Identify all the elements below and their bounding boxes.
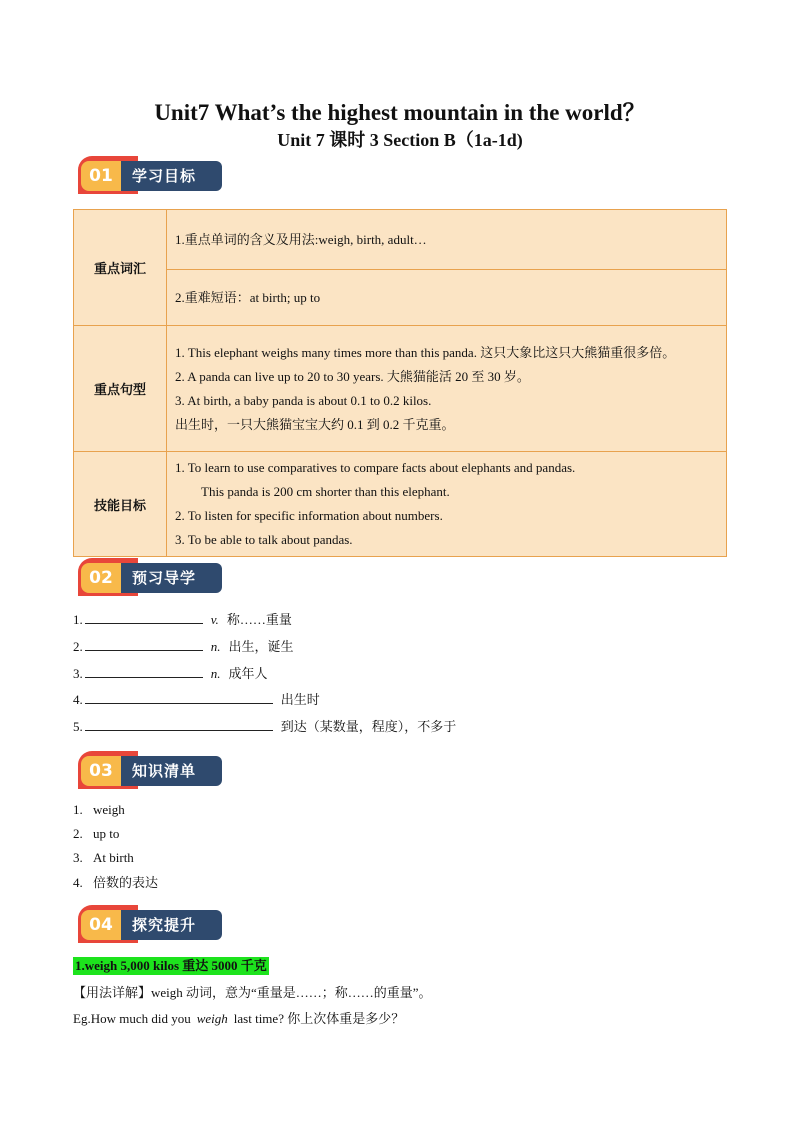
answer-blank[interactable] xyxy=(85,664,203,678)
key-sentence: 3. At birth, a baby panda is about 0.1 to 0.2 kilos. xyxy=(175,392,432,408)
section-header-preview xyxy=(78,558,226,596)
section-number: 01 xyxy=(81,161,121,191)
section-header-knowledge xyxy=(78,751,226,789)
section-label: 学习目标 xyxy=(120,161,222,191)
sentences-category: 重点句型 xyxy=(74,326,167,452)
preview-item: 5. 到达（某数量，程度），不多于 xyxy=(73,719,457,734)
answer-blank[interactable] xyxy=(85,690,273,704)
usage-explanation: 【用法详解】weigh 动词，意为“重量是……；称……的重量”。 xyxy=(73,985,432,1000)
objectives-table xyxy=(73,209,727,557)
knowledge-item: 3. At birth xyxy=(73,850,134,865)
answer-blank[interactable] xyxy=(85,610,203,624)
section-header-explore xyxy=(78,905,226,943)
section-label: 探究提升 xyxy=(120,910,222,940)
section-number: 03 xyxy=(81,756,121,786)
preview-item: 3. n. 成年人 xyxy=(73,666,268,681)
section-label: 预习导学 xyxy=(120,563,222,593)
vocab-item: 2.重难短语：at birth; up to xyxy=(167,270,727,326)
emphasized-word: weigh xyxy=(196,1011,228,1026)
example-sentence: Eg.How much did you weigh last time? 你上次体重是多少？ xyxy=(73,1011,405,1026)
section-label: 知识清单 xyxy=(120,756,222,786)
skill-item: 1. To learn to use comparatives to compare facts about elephants and pandas. xyxy=(175,460,576,475)
vocab-item: 1.重点单词的含义及用法:weigh, birth, adult… xyxy=(167,210,727,270)
knowledge-item: 4. 倍数的表达 xyxy=(73,875,159,890)
answer-blank[interactable] xyxy=(85,717,273,731)
page-title: Unit7 What’s the highest mountain in the world？ xyxy=(154,100,646,125)
vocab-category: 重点词汇 xyxy=(74,210,167,326)
skill-item: 3. To be able to talk about pandas. xyxy=(175,532,353,547)
explore-heading: 1.weigh 5,000 kilos 重达 5000 千克 xyxy=(75,958,267,973)
key-sentence: 2. A panda can live up to 20 to 30 years. 大熊猫能活 20 至 30 岁。 xyxy=(175,368,530,384)
preview-item: 4. 出生时 xyxy=(73,692,320,707)
skills-category: 技能目标 xyxy=(74,452,167,557)
page-subtitle: Unit 7 课时 3 Section B（1a-1d) xyxy=(277,130,523,150)
preview-item: 2. n. 出生，诞生 xyxy=(73,639,294,654)
knowledge-item: 2. up to xyxy=(73,826,120,841)
section-number: 04 xyxy=(81,910,121,940)
answer-blank[interactable] xyxy=(85,637,203,651)
knowledge-item: 1. weigh xyxy=(73,802,125,817)
skill-item: 2. To listen for specific information about numbers. xyxy=(175,508,443,523)
section-header-objectives xyxy=(78,156,226,194)
key-sentence: 1. This elephant weighs many times more than this panda. 这只大象比这只大熊猫重很多倍。 xyxy=(175,344,676,360)
preview-item: 1. v. 称……重量 xyxy=(73,612,292,627)
skill-example: This panda is 200 cm shorter than this elephant. xyxy=(201,484,450,499)
key-sentence-translation: 出生时，一只大熊猫宝宝大约 0.1 到 0.2 千克重。 xyxy=(175,416,455,432)
section-number: 02 xyxy=(81,563,121,593)
